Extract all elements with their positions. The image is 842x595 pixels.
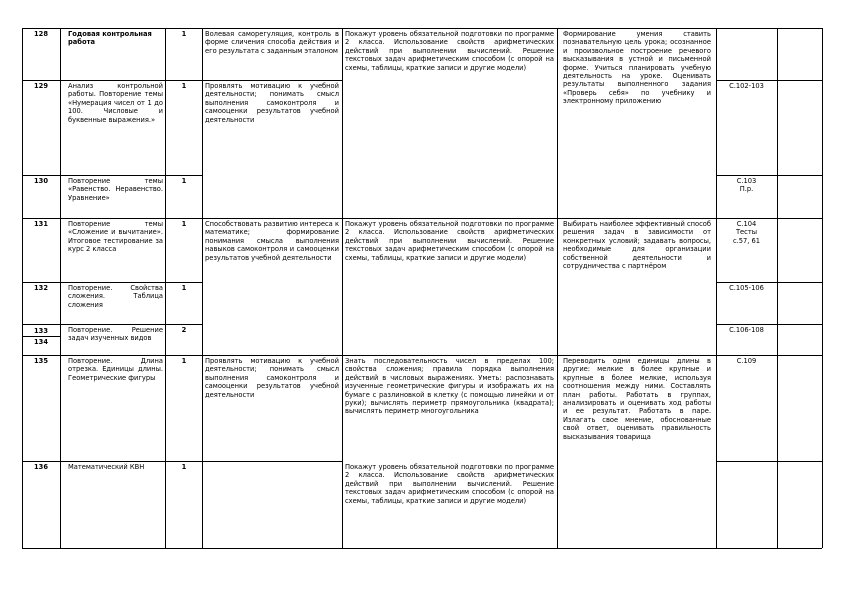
rule-135-bottom (22, 461, 342, 462)
rule-col-7 (777, 28, 778, 548)
rule-130-bottom (22, 218, 822, 219)
row-128-metasubject: Формирование умения ставить познавательную цель урока; осознанное и произвольное построение речевого высказывания в устной и письменной форме. Учиться планировать учебную деятельность на уроке. Оценивать результаты выполненного задания «Проверь себя» по учебнику и электронному приложению (563, 30, 711, 106)
row-136-number: 136 (34, 463, 48, 471)
rule-top (22, 28, 822, 29)
row-136-subject: Покажут уровень обязательной подготовки по программе 2 класса. Использование свойств арифметических действий при выполнении вычислений. Решение текстовых задач арифметическим способом (с опорой на схемы, таблицы, краткие записи и другие модели) (345, 463, 554, 505)
rule-135-bottom-right (716, 461, 822, 462)
row-130-pages: С.103 П.р. (736, 177, 757, 194)
rule-bottom (22, 548, 822, 549)
rule-129-bottom (22, 175, 202, 176)
rule-col-3 (202, 28, 203, 548)
row-131-metasubject: Выбирать наиболее эффективный способ решения задач в зависимости от конкретных условий; задавать вопросы, необходимые для организации собственной деятельности и сотрудничества с партнёром (563, 220, 711, 271)
row-131-topic: Повторение темы «Сложение и вычитание». Итоговое тестирование за курс 2 класса (68, 220, 163, 254)
row-128-personal: Волевая саморегуляция, контроль в форме сличения способа действия и его результата с заданным эталоном (205, 30, 339, 55)
rule-128-bottom-right (716, 80, 822, 81)
row-136-topic: Математический КВН (68, 463, 145, 471)
rule-129-bottom-right (716, 175, 822, 176)
row-135-metasubject: Переводить одни единицы длины в другие: мелкие в более крупные и крупные в более мелкие, используя соотношения между ними. Составлять план работы. Работать в группах, анализировать и оценивать ход работы и ее результат. Работать в паре. Излагать свое мнение, обоснованные свой ответ, оценивать правильность высказывания товарища (563, 357, 711, 441)
row-129-number: 129 (34, 82, 48, 90)
row-129-topic: Анализ контрольной работы. Повторение темы «Нумерация чисел от 1 до 100. Числовые и буквенные выражения.» (68, 82, 163, 124)
row-135-number: 135 (34, 357, 48, 365)
row-133-pages: С.106-108 (729, 326, 764, 334)
row-129-hours: 1 (181, 82, 187, 90)
row-129-pages: С.102-103 (729, 82, 764, 90)
row-132-pages: С.105-106 (729, 284, 764, 292)
rule-131-bottom (22, 282, 202, 283)
row-130-hours: 1 (181, 177, 187, 185)
row-130-topic: Повторение темы «Равенство. Неравенство. Уравнение» (68, 177, 163, 202)
row-128-hours: 1 (181, 30, 187, 38)
row-131-personal: Способствовать развитию интереса к математике; формирование понимания смысла выполнения навыков самоконтроля и самооценки результатов учебной деятельности (205, 220, 339, 262)
rule-133-bottom (22, 355, 822, 356)
row-133-number: 133 134 (34, 327, 48, 346)
row-128-topic: Годовая контрольная работа (68, 30, 152, 47)
row-132-number: 132 (34, 284, 48, 292)
row-131-hours: 1 (181, 220, 187, 228)
rule-132-bottom (22, 324, 202, 325)
row-131-subject: Покажут уровень обязательной подготовки по программе 2 класса. Использование свойств арифметических действий при выполнении вычислений. Решение текстовых задач арифметическим способом (с опорой на схемы, таблицы, краткие записи и другие модели) (345, 220, 554, 262)
row-131-pages: С.104 Тесты с.57, 61 (732, 220, 761, 245)
rule-col-4 (342, 28, 343, 548)
row-135-hours: 1 (181, 357, 187, 365)
rule-col-8 (822, 28, 823, 548)
row-128-number: 128 (34, 30, 48, 38)
row-133-hours: 2 (181, 326, 187, 334)
row-128-subject: Покажут уровень обязательной подготовки по программе 2 класса. Использование свойств арифметических действий при выполнении вычислений. Решение текстовых задач арифметическим способом (с опорой на схемы, таблицы, краткие записи и другие модели) (345, 30, 554, 72)
row-136-hours: 1 (181, 463, 187, 471)
row-135-topic: Повторение. Длина отрезка. Единицы длины. Геометрические фигуры (68, 357, 163, 382)
row-132-topic: Повторение. Свойства сложения. Таблица сложения (68, 284, 163, 309)
row-133-topic: Повторение. Решение задач изученных видов (68, 326, 163, 343)
rule-132-bottom-right (716, 324, 822, 325)
rule-131-bottom-right (716, 282, 822, 283)
row-130-number: 130 (34, 177, 48, 185)
rule-col-5 (557, 28, 558, 548)
rule-col-1 (60, 28, 61, 548)
rule-128-bottom (22, 80, 342, 81)
row-132-hours: 1 (181, 284, 187, 292)
row-135-personal: Проявлять мотивацию к учебной деятельности; понимать смысл выполнения самоконтроля и самооценки результатов учебной деятельности (205, 357, 339, 399)
row-129-personal: Проявлять мотивацию к учебной деятельности; понимать смысл выполнения самоконтроля и самооценки результатов учебной деятельности (205, 82, 339, 124)
row-135-subject: Знать последовательность чисел в пределах 100; свойства сложения; правила порядка выполнения действий в числовых выражениях. Уметь: распознавать изученные геометрические фигуры и изображать их на бумаге с разлиновкой в клетку (с помощью линейки и от руки); вычислять периметр прямоугольника (квадрата); вычислять периметр многоугольника (345, 357, 554, 416)
row-131-number: 131 (34, 220, 48, 228)
row-135-pages: С.109 (736, 357, 757, 365)
